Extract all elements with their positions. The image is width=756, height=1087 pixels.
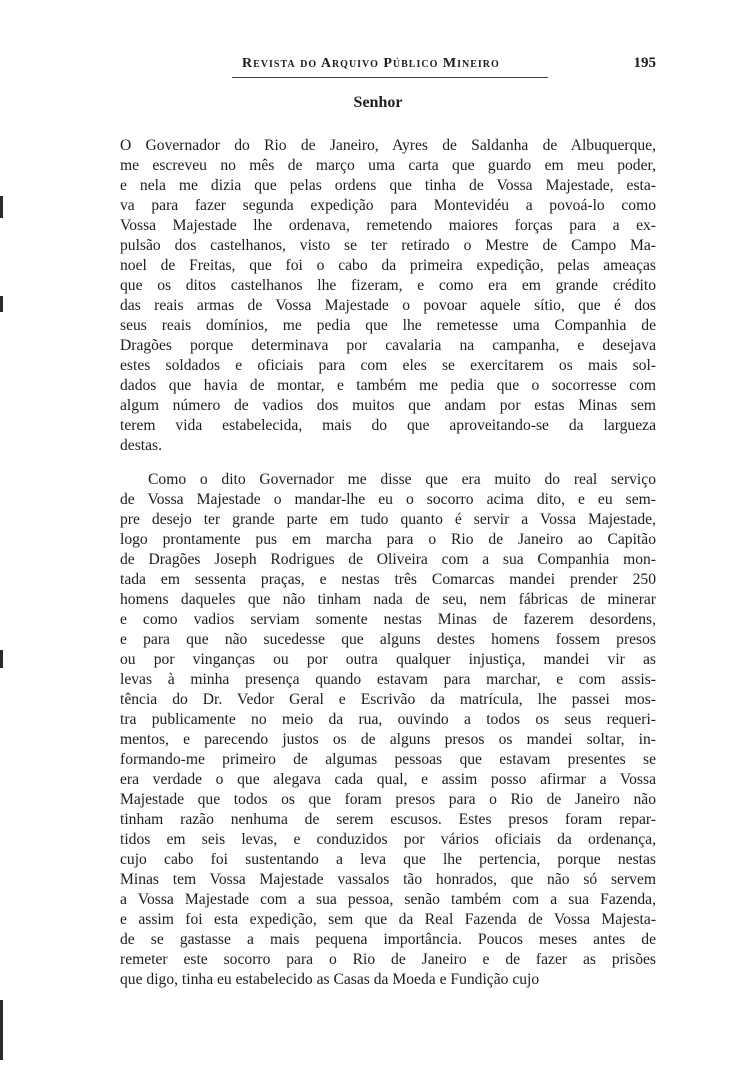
text-line: tidos em seis levas, e conduzidos por vários oficiais da ordenança, [120, 831, 656, 848]
scan-edge-mark-3 [0, 650, 3, 668]
text-line: tinham razão nenhuma de serem escusos. Estes presos foram repar- [120, 811, 656, 828]
text-line: pre desejo ter grande parte em tudo quanto é servir a Vossa Majestade, [120, 511, 656, 528]
text-line: tada em sessenta praças, e nestas três Comarcas mandei prender 250 [120, 571, 656, 588]
text-line: tra publicamente no meio da rua, ouvindo a todos os seus requeri- [120, 711, 656, 728]
text-line: de Vossa Majestade o mandar-lhe eu o socorro acima dito, e eu sem- [120, 491, 656, 508]
page-header [120, 52, 660, 80]
text-line: Dragões porque determinava por cavalaria na campanha, e desejava [120, 337, 656, 354]
scan-edge-mark-2 [0, 296, 3, 312]
text-line: Vossa Majestade lhe ordenava, remetendo maiores forças para a ex- [120, 217, 656, 234]
text-line: e assim foi esta expedição, sem que da Real Fazenda de Vossa Majesta- [120, 911, 656, 928]
text-line: formando-me primeiro de algumas pessoas que estavam presentes se [120, 751, 656, 768]
text-line: e como vadios serviam somente nestas Minas de fazerem desordens, [120, 611, 656, 628]
text-line: O Governador do Rio de Janeiro, Ayres de Saldanha de Albuquerque, [120, 137, 656, 154]
paragraph-1 [120, 136, 656, 456]
text-line: tência do Dr. Vedor Geral e Escrivão da matrícula, lhe passei mos- [120, 691, 656, 708]
text-line: que os ditos castelhanos lhe fizeram, e como era em grande crédito [120, 277, 656, 294]
header-rule [232, 77, 548, 78]
text-line: algum número de vadios dos muitos que andam por estas Minas sem [120, 397, 656, 414]
text-line: ou por vinganças ou por outra qualquer injustiça, mandei vir as [120, 651, 656, 668]
scan-edge-mark-4 [0, 1000, 3, 1060]
text-line: me escreveu no mês de março uma carta que guardo em meu poder, [120, 157, 656, 174]
text-line: logo prontamente pus em marcha para o Rio de Janeiro ao Capitão [120, 531, 656, 548]
text-line: noel de Freitas, que foi o cabo da primeira expedição, pelas ameaças [120, 257, 656, 274]
salutation: Senhor [353, 94, 403, 111]
paragraph-2 [120, 470, 656, 990]
text-line: das reais armas de Vossa Majestade o povoar aquele sítio, que é dos [120, 297, 656, 314]
text-line: a Vossa Majestade com a sua pessoa, senão também com a sua Fazenda, [120, 891, 656, 908]
text-line: destas. [120, 437, 163, 454]
text-line: levas à minha presença quando estavam para marchar, e com assis- [120, 671, 656, 688]
text-line: e para que não sucedesse que alguns destes homens fossem presos [120, 631, 656, 648]
text-line: Como o dito Governador me disse que era muito do real serviço [148, 471, 656, 488]
text-line: pulsão dos castelhanos, visto se ter retirado o Mestre de Campo Ma- [120, 237, 656, 254]
running-head: Revista do Arquivo Público Mineiro [242, 56, 500, 71]
text-line: de se gastasse a mais pequena importância. Poucos meses antes de [120, 931, 656, 948]
letter-body [120, 136, 656, 990]
text-line: que digo, tinha eu estabelecido as Casas da Moeda e Fundição cujo [120, 971, 540, 988]
text-line: va para fazer segunda expedição para Montevidéu a povoá-lo como [120, 197, 656, 214]
text-line: cujo cabo foi sustentando a leva que lhe pertencia, porque nestas [120, 851, 656, 868]
text-line: e nela me dizia que pelas ordens que tinha de Vossa Majestade, esta- [120, 177, 656, 194]
text-line: de Dragões Joseph Rodrigues de Oliveira com a sua Companhia mon- [120, 551, 656, 568]
text-line: Majestade que todos os que foram presos para o Rio de Janeiro não [120, 791, 656, 808]
text-line: seus reais domínios, me pedia que lhe remetesse uma Companhia de [120, 317, 656, 334]
text-line: terem vida estabelecida, mais do que aproveitando-se da largueza [120, 417, 656, 434]
text-line: era verdade o que alegava cada qual, e assim posso afirmar a Vossa [120, 771, 656, 788]
text-line: estes soldados e oficiais para com eles se exercitarem os mais sol- [120, 357, 656, 374]
text-line: mentos, e parecendo justos os de alguns presos os mandei soltar, in- [120, 731, 656, 748]
text-line: dados que havia de montar, e também me pedia que o socorresse com [120, 377, 656, 394]
text-line: remeter este socorro para o Rio de Janeiro e de fazer as prisões [120, 951, 656, 968]
text-line: homens daqueles que não tinham nada de seu, nem fábricas de minerar [120, 591, 656, 608]
page-number: 195 [633, 55, 656, 71]
text-line: Minas tem Vossa Majestade vassalos tão honrados, que não só servem [120, 871, 656, 888]
scan-edge-mark-1 [0, 196, 3, 218]
